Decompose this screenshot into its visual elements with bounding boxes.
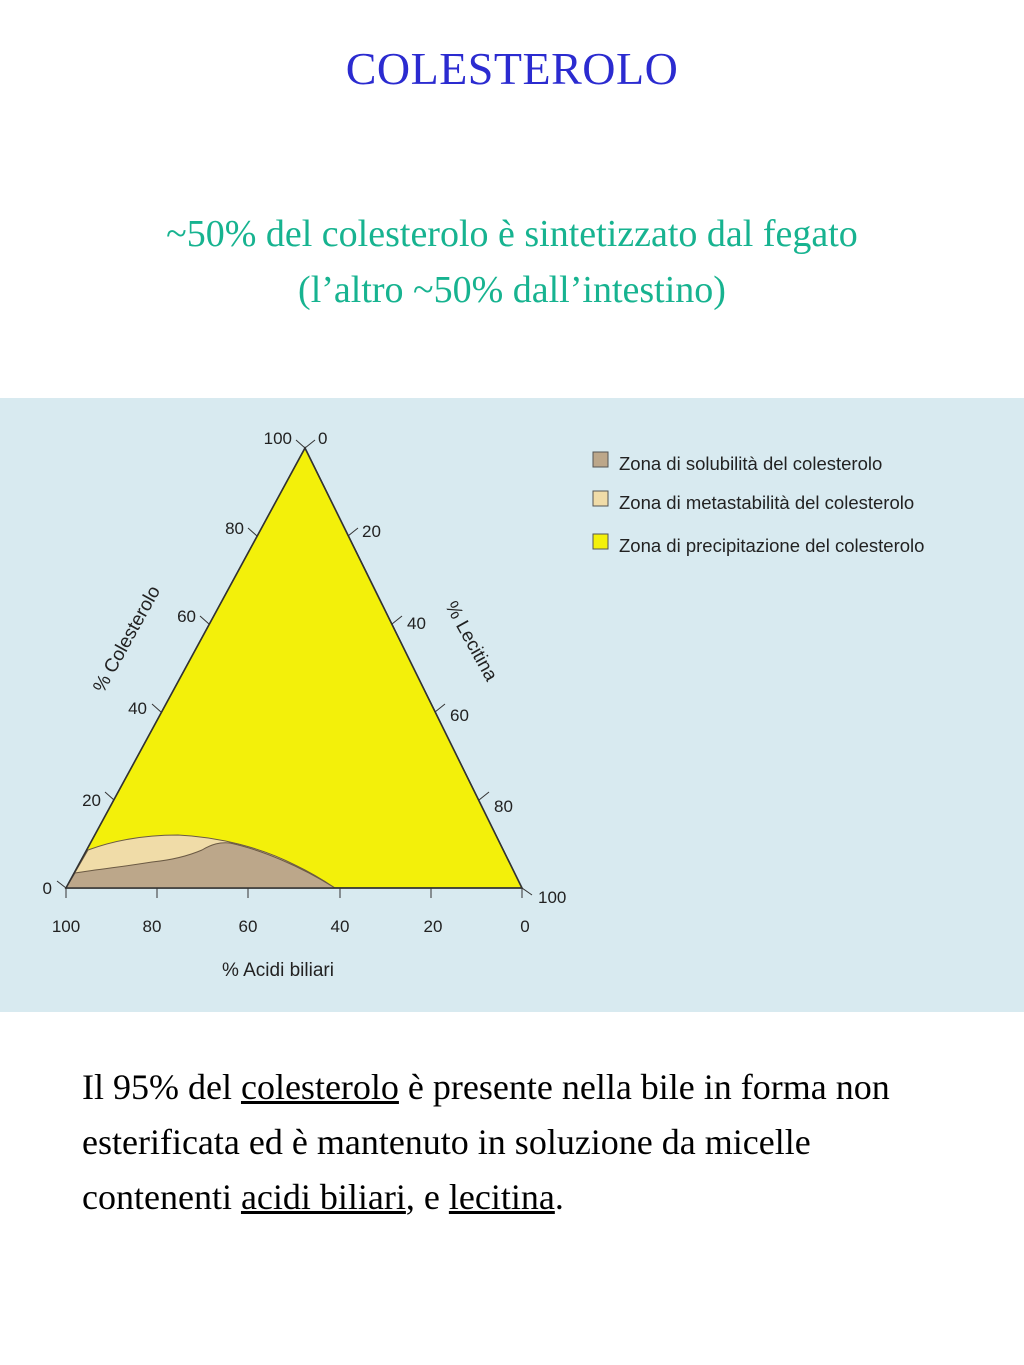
right-tick-60: 60 bbox=[450, 706, 469, 725]
left-tick-100: 100 bbox=[263, 429, 292, 448]
link-lecitina[interactable]: lecitina bbox=[448, 1177, 555, 1217]
legend-swatch-metastability bbox=[593, 491, 608, 506]
legend bbox=[593, 452, 924, 556]
bottom-tick-60: 60 bbox=[238, 917, 258, 936]
link-acidi-biliari[interactable]: acidi biliari bbox=[240, 1177, 406, 1217]
legend-label-solubility: Zona di solubilità del colesterolo bbox=[619, 453, 883, 474]
left-tick-40: 40 bbox=[128, 699, 147, 718]
bottom-tick-100: 100 bbox=[51, 917, 81, 936]
subtitle bbox=[0, 206, 1024, 318]
left-axis-label: % Colesterolo bbox=[89, 582, 166, 697]
legend-swatch-solubility bbox=[593, 452, 608, 467]
right-tick-80: 80 bbox=[494, 797, 513, 816]
subtitle-line-2: (l’altro ~50% dall’intestino) bbox=[298, 269, 726, 311]
legend-label-metastability: Zona di metastabilità del colesterolo bbox=[619, 492, 915, 513]
right-tick-40: 40 bbox=[407, 614, 426, 633]
subtitle-line-1: ~50% del colesterolo è sintetizzato dal fegato bbox=[166, 213, 858, 255]
legend-swatch-precipitation bbox=[593, 534, 608, 549]
left-tick-20: 20 bbox=[82, 791, 101, 810]
left-tick-0: 0 bbox=[42, 879, 52, 898]
bottom-axis-label: % Acidi biliari bbox=[222, 960, 334, 981]
right-axis-label: % Lecitina bbox=[440, 597, 502, 685]
caption-paragraph: Il 95% del colesterolo è presente nella bile in forma non esterificata ed è mantenuto in soluzione da micelle contenenti acidi biliari, e lecitina. bbox=[82, 1067, 890, 1217]
left-tick-80: 80 bbox=[225, 519, 244, 538]
page-title: COLESTEROLO bbox=[345, 43, 679, 94]
bottom-tick-0: 0 bbox=[520, 917, 530, 936]
right-tick-0: 0 bbox=[318, 429, 328, 448]
legend-label-precipitation: Zona di precipitazione del colesterolo bbox=[619, 535, 925, 556]
bottom-axis-ticks bbox=[52, 888, 530, 936]
right-tick-100: 100 bbox=[538, 888, 567, 907]
ternary-diagram bbox=[0, 398, 1024, 1012]
ternary-diagram-figure bbox=[0, 398, 1024, 1012]
link-colesterolo[interactable]: colesterolo bbox=[240, 1067, 399, 1107]
bottom-tick-40: 40 bbox=[330, 917, 350, 936]
precipitation-zone bbox=[66, 448, 522, 888]
right-tick-20: 20 bbox=[362, 522, 381, 541]
bottom-tick-80: 80 bbox=[142, 917, 162, 936]
left-tick-60: 60 bbox=[177, 607, 196, 626]
bottom-tick-20: 20 bbox=[423, 917, 443, 936]
